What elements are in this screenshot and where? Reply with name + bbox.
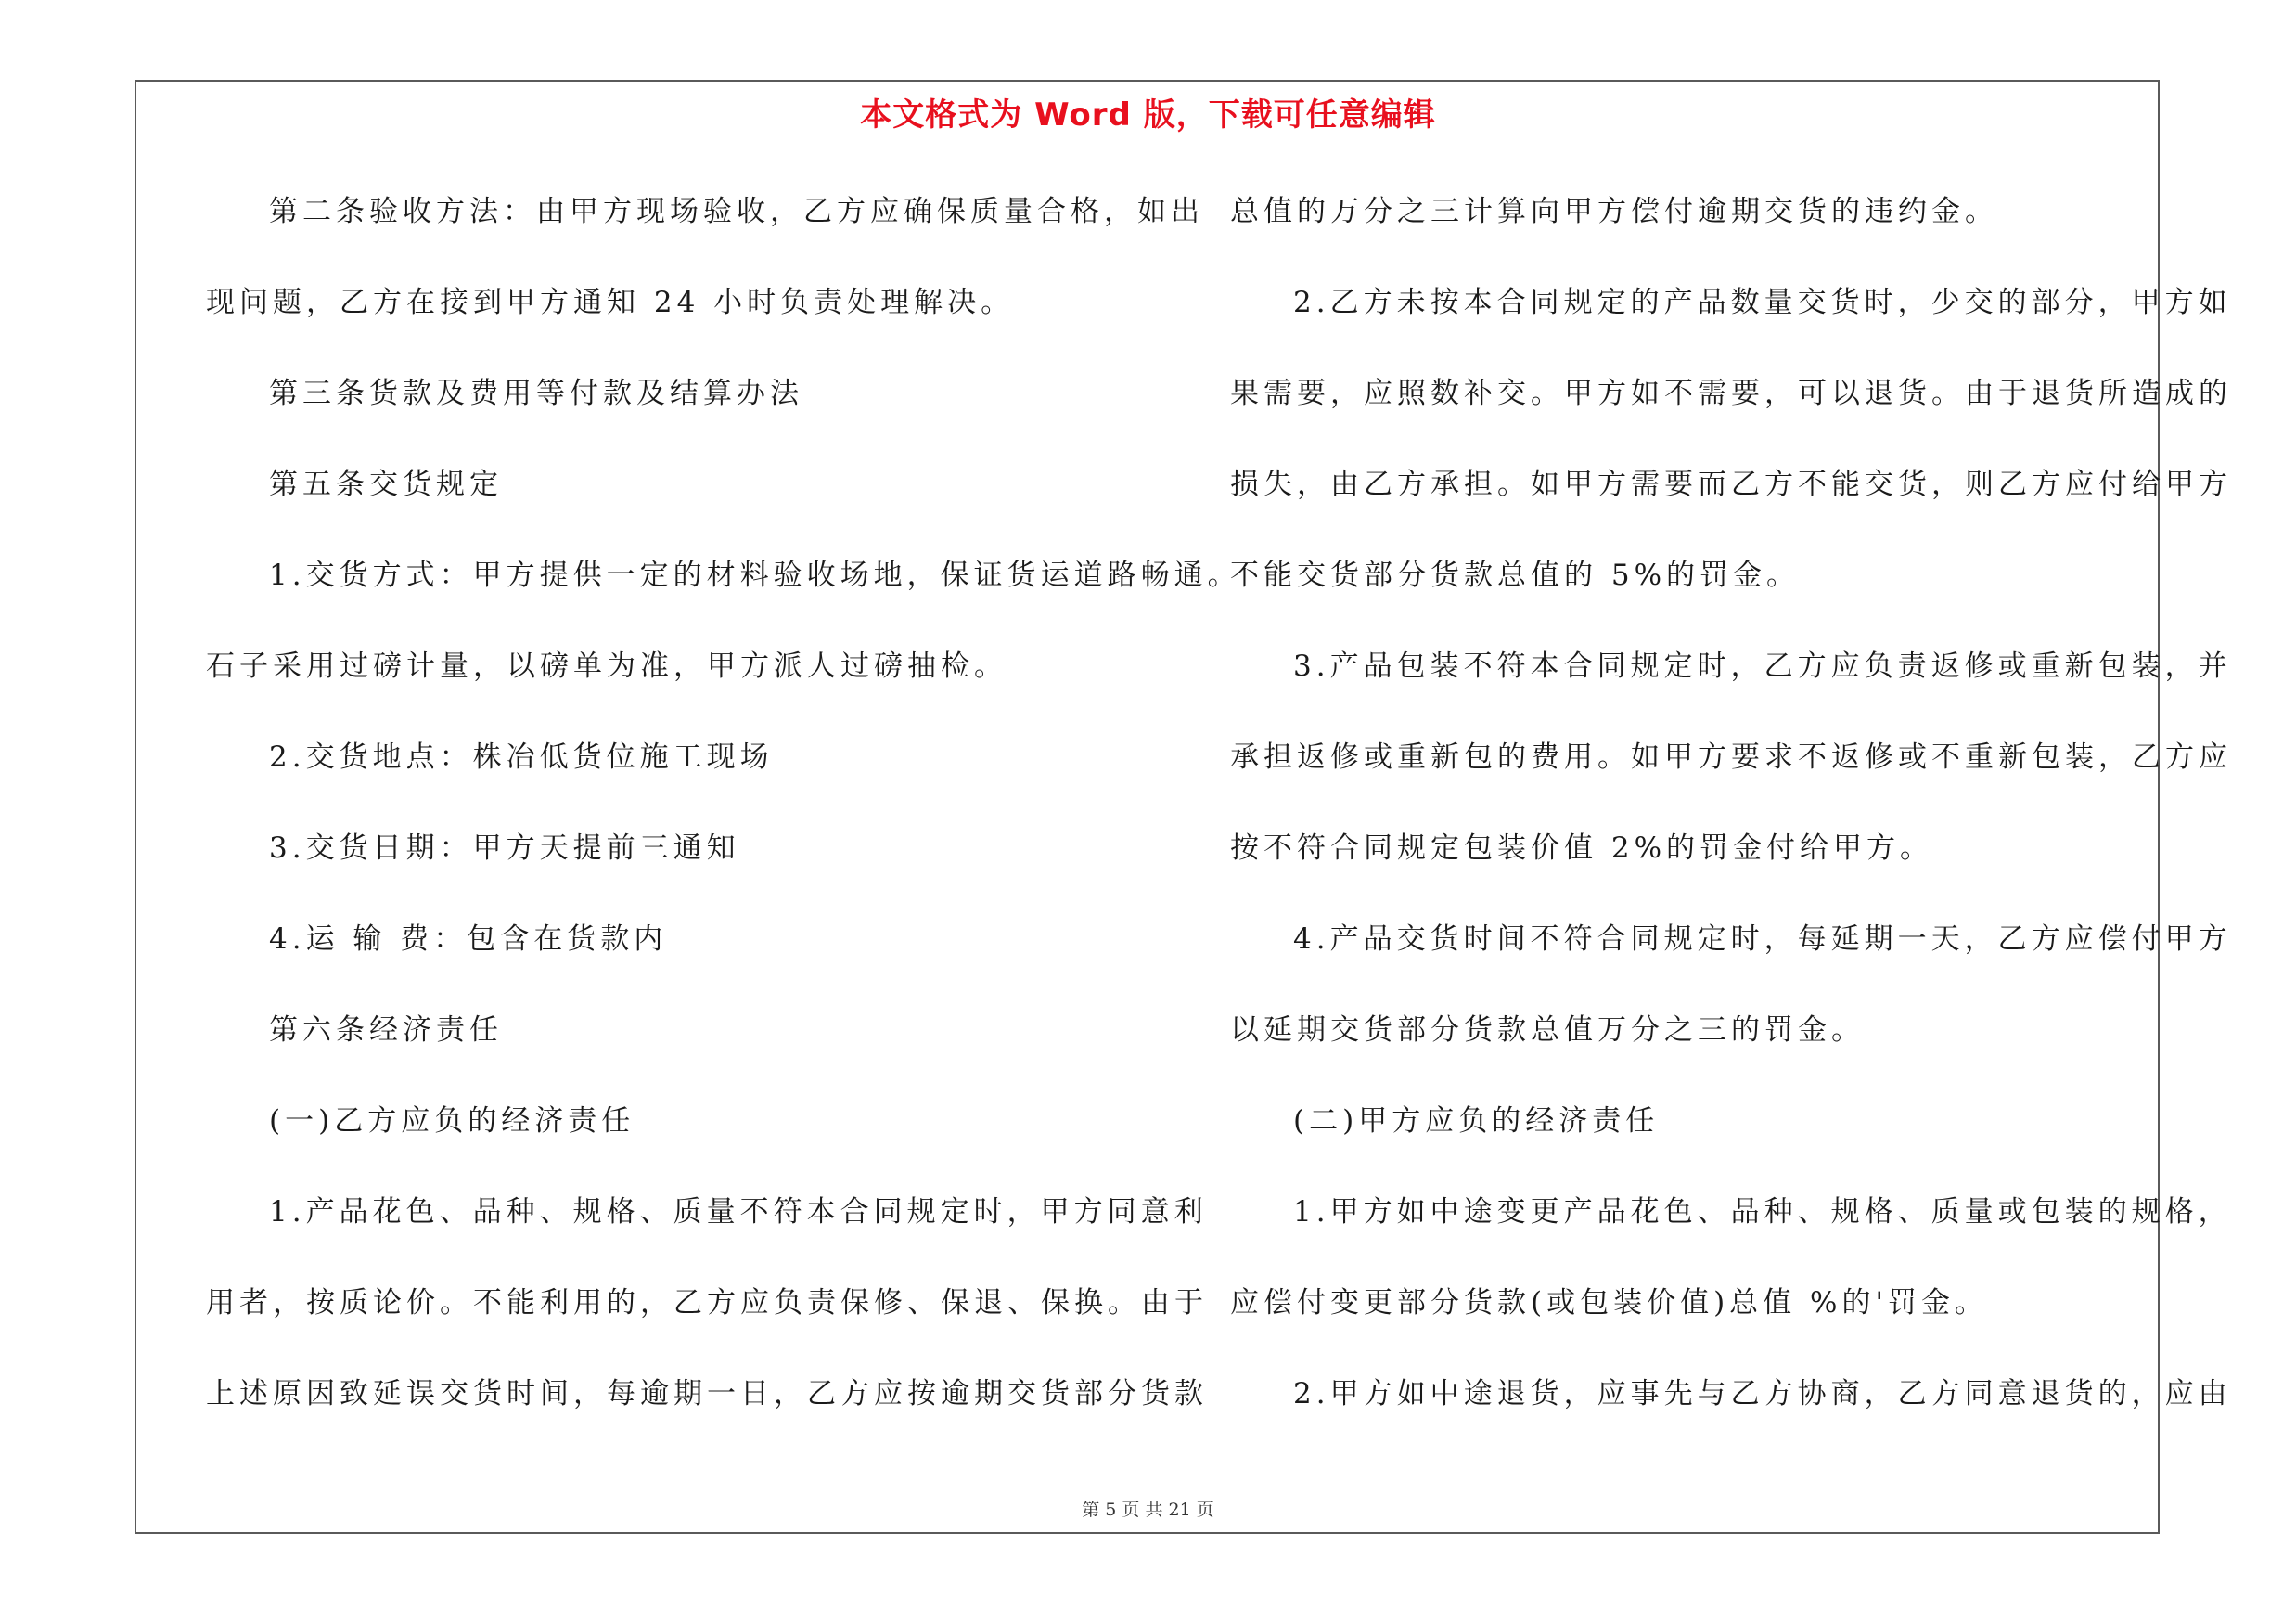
text-line: 承担返修或重新包的费用。如甲方要求不返修或不重新包装，乙方应 [1230, 741, 2232, 774]
text-line: (二)甲方应负的经济责任 [1293, 1104, 1660, 1138]
text-line: 现问题，乙方在接到甲方通知 24 小时负责处理解决。 [206, 286, 1015, 319]
text-line: 2.乙方未按本合同规定的产品数量交货时，少交的部分，甲方如 [1293, 286, 2232, 319]
text-line: 2.交货地点：株冶低货位施工现场 [269, 741, 774, 774]
text-line: 果需要，应照数补交。甲方如不需要，可以退货。由于退货所造成的 [1230, 377, 2232, 410]
text-line: 3.交货日期：甲方天提前三通知 [269, 831, 740, 865]
text-line: 4.产品交货时间不符合同规定时，每延期一天，乙方应偿付甲方 [1293, 922, 2232, 956]
word-format-banner: 本文格式为 Word 版，下载可任意编辑 [860, 97, 1436, 134]
text-line: 上述原因致延误交货时间，每逾期一日，乙方应按逾期交货部分货款 [206, 1377, 1208, 1410]
right-column [1230, 186, 2232, 1459]
text-line: 用者，按质论价。不能利用的，乙方应负责保修、保退、保换。由于 [206, 1286, 1208, 1320]
text-line: 1.产品花色、品种、规格、质量不符本合同规定时，甲方同意利 [269, 1195, 1208, 1229]
text-line: (一)乙方应负的经济责任 [269, 1104, 635, 1138]
page-number-footer: 第 5 页 共 21 页 [1082, 1500, 1214, 1520]
text-line: 1.甲方如中途变更产品花色、品种、规格、质量或包装的规格， [1293, 1195, 2232, 1229]
text-line: 4.运 输 费：包含在货款内 [269, 922, 668, 956]
text-line: 第五条交货规定 [269, 468, 503, 501]
text-line: 总值的万分之三计算向甲方偿付逾期交货的违约金。 [1230, 195, 1998, 228]
text-line: 按不符合同规定包装价值 2%的罚金付给甲方。 [1230, 831, 1934, 865]
text-line: 损失，由乙方承担。如甲方需要而乙方不能交货，则乙方应付给甲方 [1230, 468, 2232, 501]
text-line: 不能交货部分货款总值的 5%的罚金。 [1230, 559, 1801, 592]
text-line: 3.产品包装不符本合同规定时，乙方应负责返修或重新包装，并 [1293, 650, 2232, 683]
text-line: 石子采用过磅计量，以磅单为准，甲方派人过磅抽检。 [206, 650, 1007, 683]
text-line: 1.交货方式：甲方提供一定的材料验收场地，保证货运道路畅通。 [269, 559, 1241, 592]
text-line: 以延期交货部分货款总值万分之三的罚金。 [1230, 1013, 1865, 1047]
text-line: 应偿付变更部分货款(或包装价值)总值 %的'罚金。 [1230, 1286, 1989, 1320]
text-line: 2.甲方如中途退货，应事先与乙方协商，乙方同意退货的，应由 [1293, 1377, 2232, 1410]
text-line: 第三条货款及费用等付款及结算办法 [269, 377, 803, 410]
text-line: 第二条验收方法：由甲方现场验收，乙方应确保质量合格，如出 [269, 195, 1204, 228]
text-line: 第六条经济责任 [269, 1013, 503, 1047]
left-column [206, 186, 1241, 1459]
